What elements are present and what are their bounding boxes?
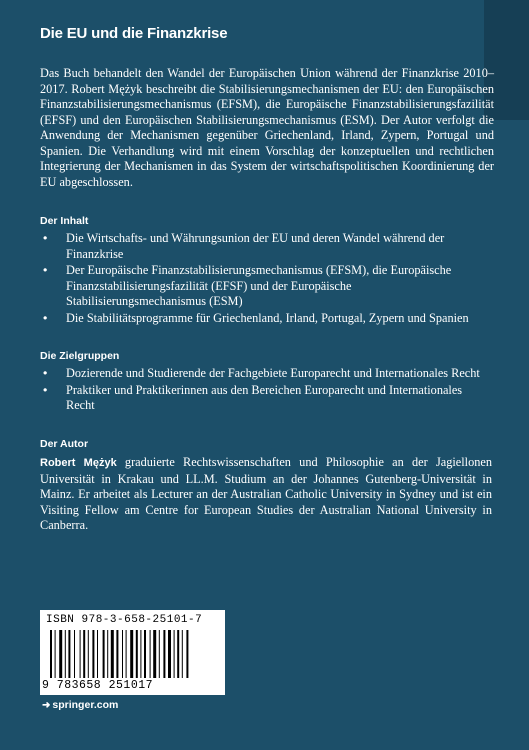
isbn-label: ISBN 978-3-658-25101-7 bbox=[46, 614, 203, 626]
book-description: Das Buch behandelt den Wandel der Europäischen Union während der Finanzkrise 2010–2017. Robert Mężyk beschreibt die Stabilisierungsmechanismen der EU: den Europäischen Finanzstabilisierungsmechanismus (EFSM), die Europäische Finanzstabilisierungsfazilität (EFSF) und den Europäischen Stabilisierungsmechanismus (ESM). Der Autor verfolgt die Anwendung der Mechanismen gegenüber Griechenland, Irland, Zypern, Portugal und Spanien. Die Verhandlung wird mit einem Vorschlag der konzeptuellen und rechtlichen Integrierung der Mechanismen in das System der wirtschaftspolitischen Koordinierung der EU abgeschlossen. bbox=[40, 66, 494, 189]
section-heading-zielgruppen: Die Zielgruppen bbox=[40, 350, 120, 362]
list-item: • Praktiker und Praktikerinnen aus den Bereichen Europarecht und Internationales Recht bbox=[43, 382, 463, 412]
springer-arrow-icon: ➜ bbox=[42, 699, 51, 711]
inhalt-list bbox=[40, 231, 490, 327]
list-item: • Dozierende und Studierende der Fachgebiete Europarecht und Internationales Recht bbox=[43, 366, 480, 380]
section-heading-inhalt: Der Inhalt bbox=[40, 215, 89, 227]
bullet-icon: • bbox=[43, 366, 48, 380]
author-bio-text: graduierte Rechtswissenschaften und Philosophie an der Jagiellonen Universität in Krakau und LL.M. Studium an der Johannes Gutenberg-Universität in Mainz. Er arbeitet als Lecturer an der Australian Catholic University in Sydney und ist ein Visiting Fellow am Centre for European Studies der Australian National University in Canberra. bbox=[40, 455, 492, 532]
section-heading-autor: Der Autor bbox=[40, 438, 89, 450]
list-item: • Die Stabilitätsprogramme für Griechenland, Irland, Portugal, Zypern und Spanien bbox=[43, 310, 469, 325]
author-bio bbox=[40, 455, 492, 534]
ean-number: 9 783658 251017 bbox=[42, 679, 154, 692]
bullet-icon: • bbox=[43, 382, 48, 397]
barcode-icon bbox=[50, 630, 215, 680]
page-title: Die EU und die Finanzkrise bbox=[40, 25, 228, 42]
bullet-icon: • bbox=[43, 263, 48, 277]
bullet-icon: • bbox=[43, 310, 48, 325]
list-item: • Der Europäische Finanzstabilisierungsmechanismus (EFSM), die Europäische Finanzstabilisierungsfazilität (EFSF) und der Europäische Stabilisierungsmechanismus (ESM) bbox=[43, 263, 452, 308]
list-item: • Die Wirtschafts- und Währungsunion der EU und deren Wandel während der Finanzkrise bbox=[43, 231, 445, 261]
author-name: Robert Mężyk bbox=[40, 457, 117, 469]
barcode-box bbox=[40, 610, 225, 695]
bullet-icon: • bbox=[43, 231, 48, 245]
zielgruppen-list bbox=[40, 366, 490, 415]
publisher-link[interactable] bbox=[42, 699, 118, 711]
publisher-url: springer.com bbox=[52, 699, 119, 711]
